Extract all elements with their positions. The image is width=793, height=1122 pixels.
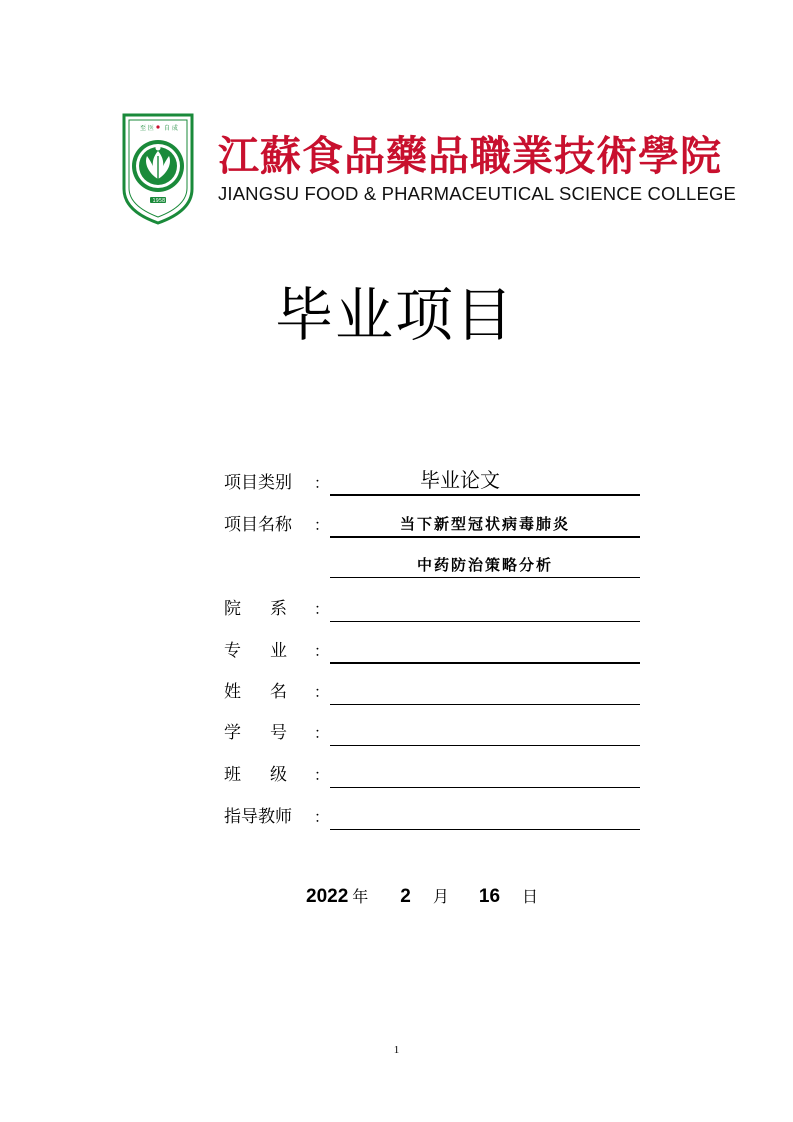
college-name-cn: 江蘇食品藥品職業技術學院 [218, 132, 722, 180]
document-title: 毕业项目 [274, 281, 515, 349]
field-advisor [224, 800, 640, 830]
class-line [330, 759, 640, 788]
field-colon: ： [314, 683, 330, 701]
advisor-label: 指导教师 [224, 807, 292, 827]
date-year-unit: 年 [352, 887, 369, 906]
page-number: 1 [393, 1044, 400, 1056]
project-category-value: 毕业论文 [420, 468, 500, 492]
student-id-line [330, 717, 640, 746]
field-project-name-cont [224, 548, 640, 578]
project-name-value-line2: 中药防治策略分析 [416, 556, 553, 574]
project-category-label: 项目类别 [224, 473, 292, 493]
project-name-value-line1: 当下新型冠状病毒肺炎 [399, 515, 570, 533]
student-name-line [330, 676, 640, 705]
field-department [224, 592, 640, 622]
svg-text:1958: 1958 [152, 198, 166, 204]
date-day: 16 [478, 886, 501, 907]
svg-text:自 成: 自 成 [164, 125, 178, 132]
field-colon: ： [314, 600, 330, 618]
date-year: 2022 [306, 886, 349, 907]
field-colon: ： [314, 724, 330, 742]
field-major [224, 634, 640, 664]
project-category-line [330, 466, 640, 496]
svg-text:至 医: 至 医 [140, 125, 154, 132]
department-label: 院系 [224, 599, 316, 619]
student-id-label: 学号 [224, 723, 316, 743]
date-month-unit: 月 [432, 887, 449, 906]
field-project-category [224, 466, 640, 496]
department-line [330, 593, 640, 622]
field-colon: ： [314, 474, 330, 492]
field-student-id [224, 716, 640, 746]
field-colon: ： [314, 642, 330, 660]
date-day-unit: 日 [522, 887, 539, 906]
project-name-label: 项目名称 [224, 515, 292, 535]
project-name-line-2 [330, 549, 640, 578]
field-project-name [224, 508, 640, 538]
student-name-label: 姓名 [224, 682, 316, 702]
college-name-en: JIANGSU FOOD & PHARMACEUTICAL SCIENCE COLLEGE [218, 183, 736, 204]
major-line [330, 634, 640, 664]
field-colon: ： [314, 766, 330, 784]
project-name-line-1 [330, 508, 640, 538]
advisor-line [330, 801, 640, 830]
major-label: 专业 [224, 641, 316, 661]
field-colon: ： [314, 808, 330, 826]
college-emblem-icon [120, 111, 196, 225]
field-student-name [224, 675, 640, 705]
date-month: 2 [400, 886, 411, 907]
field-colon: ： [314, 516, 330, 534]
field-class [224, 758, 640, 788]
submission-date [306, 884, 538, 912]
class-label: 班级 [224, 765, 316, 785]
